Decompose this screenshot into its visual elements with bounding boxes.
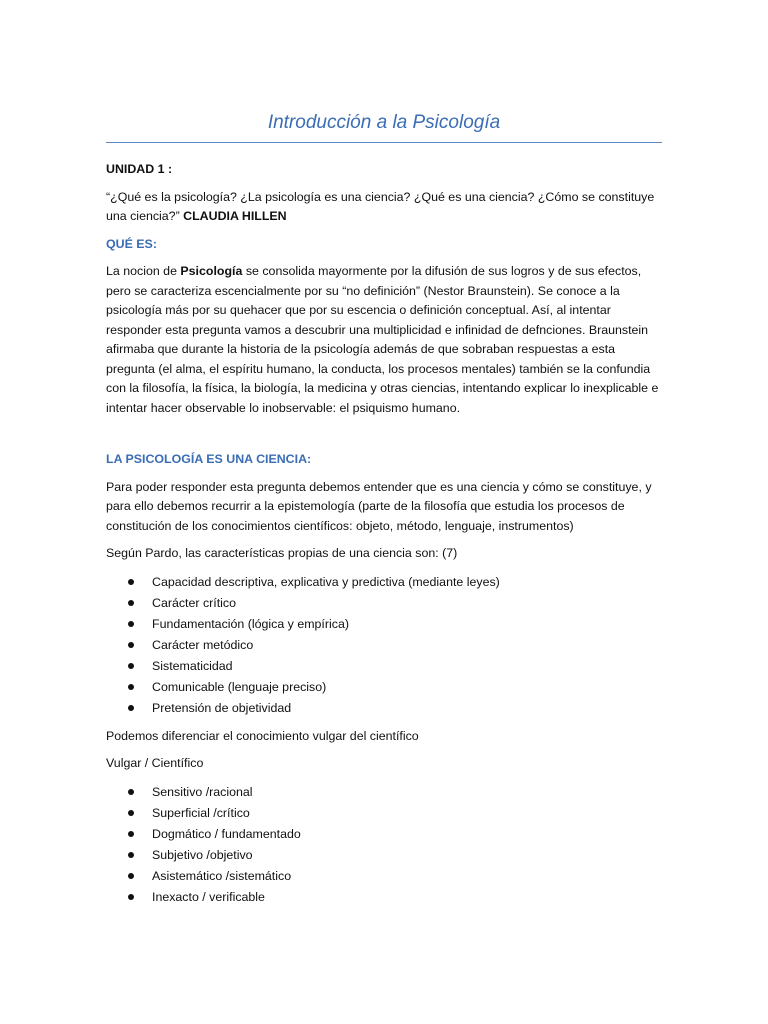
list-item [106, 677, 666, 698]
document-body [106, 160, 666, 916]
bullet-icon [128, 621, 134, 627]
bullet-icon [128, 894, 134, 900]
list-item [106, 824, 666, 845]
bullet-icon [128, 852, 134, 858]
que-es-keyword: Psicología [180, 264, 243, 278]
pardo-intro [106, 544, 666, 564]
quote-text: “¿Qué es la psicología? ¿La psicología es una ciencia? ¿Qué es una ciencia? ¿Cómo se constituye una ciencia?” [106, 189, 655, 223]
que-es-text-rest: se consolida mayormente por la difusión de sus logros y de sus efectos, pero se caracteriza escencialmente por su “no definición” (Nestor Braunstein). Se conoce a la psicología más por su quehacer que por su escencia o definición conceptual. Así, al intentar responder esta pregunta vamos a descubrir una multiplicidad e infinidad de defnciones. Braunstein afirmaba que durante la historia de la psicología además de que sobraban respuestas a esta pregunta (el alma, el espíritu humano, la conducta, los procesos mentales) también se la confundia con la filosofía, la física, la biología, la medicina y otras ciencias, intentando explicar lo inexplicable e intentar hacer observable lo inobservable: el psiquismo humano. [106, 264, 659, 415]
list-item [106, 887, 666, 908]
bullet-icon [128, 684, 134, 690]
list-item [106, 656, 666, 677]
list-item [106, 782, 666, 803]
list-item-text: Sensitivo /racional [152, 784, 253, 799]
list-item-text: Superficial /crítico [152, 805, 250, 820]
characteristics-list [106, 572, 666, 719]
intro-quote [106, 188, 666, 227]
list-item-text: Asistemático /sistemático [152, 868, 292, 883]
ciencia-paragraph: Para poder responder esta pregunta debemos entender que es una ciencia y cómo se constituye, y para ello debemos recurrir a la epistemología (parte de la filosofía que estudia los procesos de constitución de los conocimientos científicos: objeto, método, lenguaje, instrumentos) [106, 479, 652, 533]
que-es-paragraph [106, 262, 666, 418]
vulgar-header: Vulgar / Científico [106, 756, 204, 770]
section-spacer [106, 426, 666, 450]
list-item-text: Inexacto / verificable [152, 889, 265, 904]
section-heading-que-es: QUÉ ES: [106, 236, 157, 251]
list-item-text: Comunicable (lenguaje preciso) [152, 679, 327, 694]
list-item [106, 866, 666, 887]
quote-author: CLAUDIA HILLEN [183, 209, 287, 223]
list-item [106, 803, 666, 824]
que-es-text-start: La nocion de [106, 264, 181, 278]
list-item-text: Sistematicidad [152, 658, 233, 673]
bullet-icon [128, 789, 134, 795]
bullet-icon [128, 663, 134, 669]
diferenciar-text: Podemos diferenciar el conocimiento vulgar del científico [106, 728, 419, 743]
list-item [106, 572, 666, 593]
list-item [106, 635, 666, 656]
pardo-intro-text: Según Pardo, las características propias de una ciencia son: [106, 546, 443, 560]
list-item-text: Fundamentación (lógica y empírica) [152, 616, 349, 631]
bullet-icon [128, 810, 134, 816]
document-title: Introducción a la Psicología [267, 112, 501, 133]
comparison-list [106, 782, 666, 908]
section-heading-ciencia: LA PSICOLOGÍA ES UNA CIENCIA: [106, 452, 312, 466]
list-item-text: Subjetivo /objetivo [152, 847, 253, 862]
list-item [106, 614, 666, 635]
list-item [106, 698, 666, 719]
bullet-icon [128, 831, 134, 837]
list-item-text: Carácter crítico [152, 595, 236, 610]
pardo-count: (7) [442, 546, 458, 560]
list-item-text: Pretensión de objetividad [152, 700, 292, 715]
list-item-text: Carácter metódico [152, 637, 254, 652]
list-item-text: Dogmático / fundamentado [152, 826, 301, 841]
bullet-icon [128, 873, 134, 879]
bullet-icon [128, 705, 134, 711]
list-item-text: Capacidad descriptiva, explicativa y predictiva (mediante leyes) [152, 574, 500, 589]
list-item [106, 593, 666, 614]
bullet-icon [128, 600, 134, 606]
unit-heading: UNIDAD 1 : [106, 162, 173, 176]
title-divider [106, 142, 662, 143]
list-item [106, 845, 666, 866]
bullet-icon [128, 579, 134, 585]
bullet-icon [128, 642, 134, 648]
